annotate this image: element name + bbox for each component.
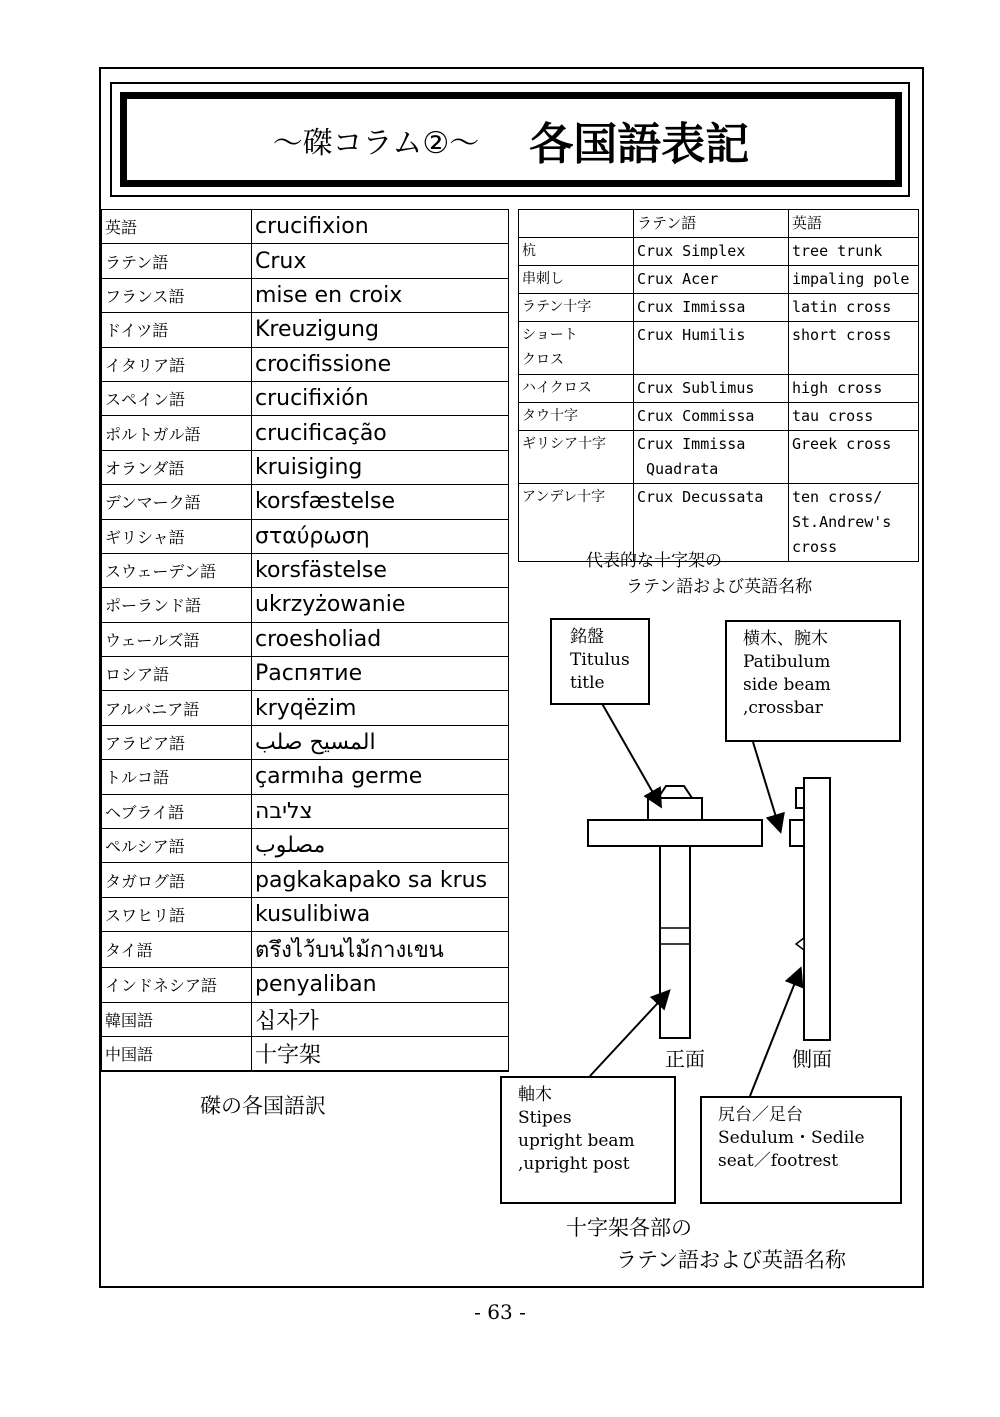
table-row: [102, 897, 509, 931]
cross-japanese-name: ラテン十字: [519, 294, 634, 322]
cross-english-name: high cross: [789, 375, 919, 403]
language-name: インドネシア語: [102, 968, 252, 1002]
crucifixion-word: penyaliban: [252, 968, 509, 1002]
table-bottom-rule: [101, 1071, 509, 1072]
table-row: [102, 553, 509, 587]
cross-latin-name: Crux Commissa: [634, 403, 789, 431]
table-row: [102, 932, 509, 968]
page-title: 各国語表記: [529, 118, 750, 170]
patibulum-box: [725, 620, 901, 742]
cross-japanese-name: ギリシア十字: [519, 431, 634, 484]
sedile-en: seat／footrest: [718, 1151, 839, 1171]
language-name: ポーランド語: [102, 588, 252, 622]
cross-english-name: tau cross: [789, 403, 919, 431]
crucifixion-word: pagkakapako sa krus: [252, 863, 509, 897]
language-name: トルコ語: [102, 760, 252, 794]
cross-english-name: Greek cross: [789, 431, 919, 484]
side-seat: [796, 938, 804, 950]
crucifixion-word: crucifixión: [252, 381, 509, 415]
language-name: スペイン語: [102, 381, 252, 415]
parts-caption: [566, 1212, 846, 1276]
front-titulus-top: [658, 786, 692, 798]
table-row: [519, 238, 919, 266]
language-name: 韓国語: [102, 1002, 252, 1036]
language-name: ヘブライ語: [102, 794, 252, 828]
crucifixion-word: Crux: [252, 244, 509, 278]
crucifixion-word: σταύρωση: [252, 519, 509, 553]
table-row: [102, 347, 509, 381]
language-name: ペルシア語: [102, 829, 252, 863]
table-row: [519, 403, 919, 431]
language-name: イタリア語: [102, 347, 252, 381]
page-number: - 63 -: [474, 1300, 526, 1324]
patibulum-en2: ,crossbar: [743, 698, 823, 718]
table-row: [102, 485, 509, 519]
language-name: タイ語: [102, 932, 252, 968]
crucifixion-word: مصلوب: [252, 829, 509, 863]
crucifixion-word: kryqëzim: [252, 691, 509, 725]
language-name: スウェーデン語: [102, 553, 252, 587]
language-name: アルバニア語: [102, 691, 252, 725]
language-name: タガログ語: [102, 863, 252, 897]
crucifixion-word: צליבה: [252, 794, 509, 828]
titulus-latin: Titulus: [570, 650, 630, 670]
stipes-en2: ,upright post: [518, 1154, 630, 1174]
language-name: ウェールズ語: [102, 622, 252, 656]
patibulum-latin: Patibulum: [743, 652, 831, 672]
arrow-sedile: [750, 970, 800, 1096]
cross-english-name: impaling pole: [789, 266, 919, 294]
language-name: アラビア語: [102, 725, 252, 759]
cross-japanese-name: 杭: [519, 238, 634, 266]
crucifixion-word: crucificação: [252, 416, 509, 450]
table-row: [519, 266, 919, 294]
cross-latin-name: Crux Sublimus: [634, 375, 789, 403]
table-row: [102, 794, 509, 828]
table-row: [102, 313, 509, 347]
cross-types-table: [518, 209, 919, 562]
cross-english-name: latin cross: [789, 294, 919, 322]
language-name: ラテン語: [102, 244, 252, 278]
cross-latin-name: Crux Decussata: [634, 484, 789, 562]
table-row: [102, 725, 509, 759]
table-row: [519, 375, 919, 403]
side-titulus: [796, 788, 804, 808]
crucifixion-word: korsfæstelse: [252, 485, 509, 519]
crucifixion-word: Kreuzigung: [252, 313, 509, 347]
front-crossbar: [588, 820, 762, 846]
crucifixion-word: ukrzyżowanie: [252, 588, 509, 622]
cross-caption-line1: 代表的な十字架の: [586, 551, 722, 571]
side-upright-beam: [804, 778, 830, 1040]
titulus-en: title: [570, 673, 605, 693]
title-box: [120, 92, 902, 187]
table-row: [102, 278, 509, 312]
crucifixion-word: crucifixion: [252, 210, 509, 244]
stipes-box: [500, 1076, 676, 1204]
language-name: スワヒリ語: [102, 897, 252, 931]
titulus-jp: 銘盤: [570, 627, 604, 647]
language-name: ギリシャ語: [102, 519, 252, 553]
table-row: [102, 381, 509, 415]
cross-latin-name: Crux Immissa Quadrata: [634, 431, 789, 484]
table-row: [102, 968, 509, 1002]
header-english: 英語: [789, 210, 919, 238]
language-name: デンマーク語: [102, 485, 252, 519]
parts-caption-line1: 十字架各部の: [566, 1216, 692, 1240]
table-row: [519, 431, 919, 484]
sedile-jp: 尻台／足台: [718, 1105, 803, 1125]
crucifixion-word: 十字架: [252, 1036, 509, 1070]
arrow-stipes: [590, 992, 668, 1076]
stipes-latin: Stipes: [518, 1108, 572, 1128]
cross-english-name: ten cross/ St.Andrew's cross: [789, 484, 919, 562]
cross-japanese-name: ショート クロス: [519, 322, 634, 375]
stipes-en: upright beam: [518, 1131, 635, 1151]
cross-japanese-name: タウ十字: [519, 403, 634, 431]
cross-latin-name: Crux Simplex: [634, 238, 789, 266]
language-name: オランダ語: [102, 450, 252, 484]
crucifixion-word: kruisiging: [252, 450, 509, 484]
crucifixion-word: ตรึงไว้บนไม้กางเขน: [252, 932, 509, 968]
table-row: [519, 294, 919, 322]
cross-japanese-name: 串刺し: [519, 266, 634, 294]
arrow-patibulum: [753, 742, 780, 830]
table-row: [102, 1036, 509, 1070]
table-row: [102, 244, 509, 278]
front-view-label: 正面: [665, 1047, 705, 1071]
cross-japanese-name: ハイクロス: [519, 375, 634, 403]
table-row: [102, 657, 509, 691]
front-titulus: [648, 798, 702, 820]
language-name: ロシア語: [102, 657, 252, 691]
sedile-box: [700, 1096, 902, 1204]
crucifixion-word: المسيح صلب: [252, 725, 509, 759]
crucifixion-word: çarmıha germe: [252, 760, 509, 794]
crucifixion-word: crocifissione: [252, 347, 509, 381]
crucifixion-word: croesholiad: [252, 622, 509, 656]
side-view-label: 側面: [792, 1047, 832, 1071]
cross-japanese-name: アンデレ十字: [519, 484, 634, 562]
table-row: [102, 760, 509, 794]
cross-latin-name: Crux Acer: [634, 266, 789, 294]
table-row: [102, 450, 509, 484]
cross-caption: [586, 548, 812, 600]
cross-latin-name: Crux Immissa: [634, 294, 789, 322]
crucifixion-word: Распятие: [252, 657, 509, 691]
header-latin: ラテン語: [634, 210, 789, 238]
crucifixion-word: korsfästelse: [252, 553, 509, 587]
language-name: ポルトガル語: [102, 416, 252, 450]
cross-english-name: tree trunk: [789, 238, 919, 266]
language-name: フランス語: [102, 278, 252, 312]
table-row: [102, 829, 509, 863]
arrow-titulus: [600, 700, 660, 805]
table-row: [102, 588, 509, 622]
side-crossbar: [790, 820, 804, 846]
cross-latin-name: Crux Humilis: [634, 322, 789, 375]
parts-caption-line2: ラテン語および英語名称: [616, 1248, 846, 1272]
table-row: [102, 1002, 509, 1036]
header-blank: [519, 210, 634, 238]
table-row: [102, 519, 509, 553]
sedile-latin: Sedulum・Sedile: [718, 1128, 865, 1148]
language-name: 英語: [102, 210, 252, 244]
crucifixion-word: kusulibiwa: [252, 897, 509, 931]
table-row: [102, 210, 509, 244]
languages-caption: 磔の各国語訳: [200, 1094, 326, 1118]
patibulum-jp: 横木、腕木: [743, 629, 828, 649]
table-row: [102, 416, 509, 450]
crucifixion-word: 십자가: [252, 1002, 509, 1036]
cross-english-name: short cross: [789, 322, 919, 375]
cross-caption-line2: ラテン語および英語名称: [626, 577, 813, 597]
table-row: [102, 863, 509, 897]
table-row: [102, 622, 509, 656]
patibulum-en: side beam: [743, 675, 831, 695]
crucifixion-word: mise en croix: [252, 278, 509, 312]
title-sub: ～磔コラム②～: [272, 125, 480, 161]
table-row: [102, 691, 509, 725]
language-name: 中国語: [102, 1036, 252, 1070]
table-row: [519, 322, 919, 375]
language-table: [101, 209, 509, 1071]
stipes-jp: 軸木: [518, 1085, 552, 1105]
language-name: ドイツ語: [102, 313, 252, 347]
titulus-box: [550, 618, 650, 705]
